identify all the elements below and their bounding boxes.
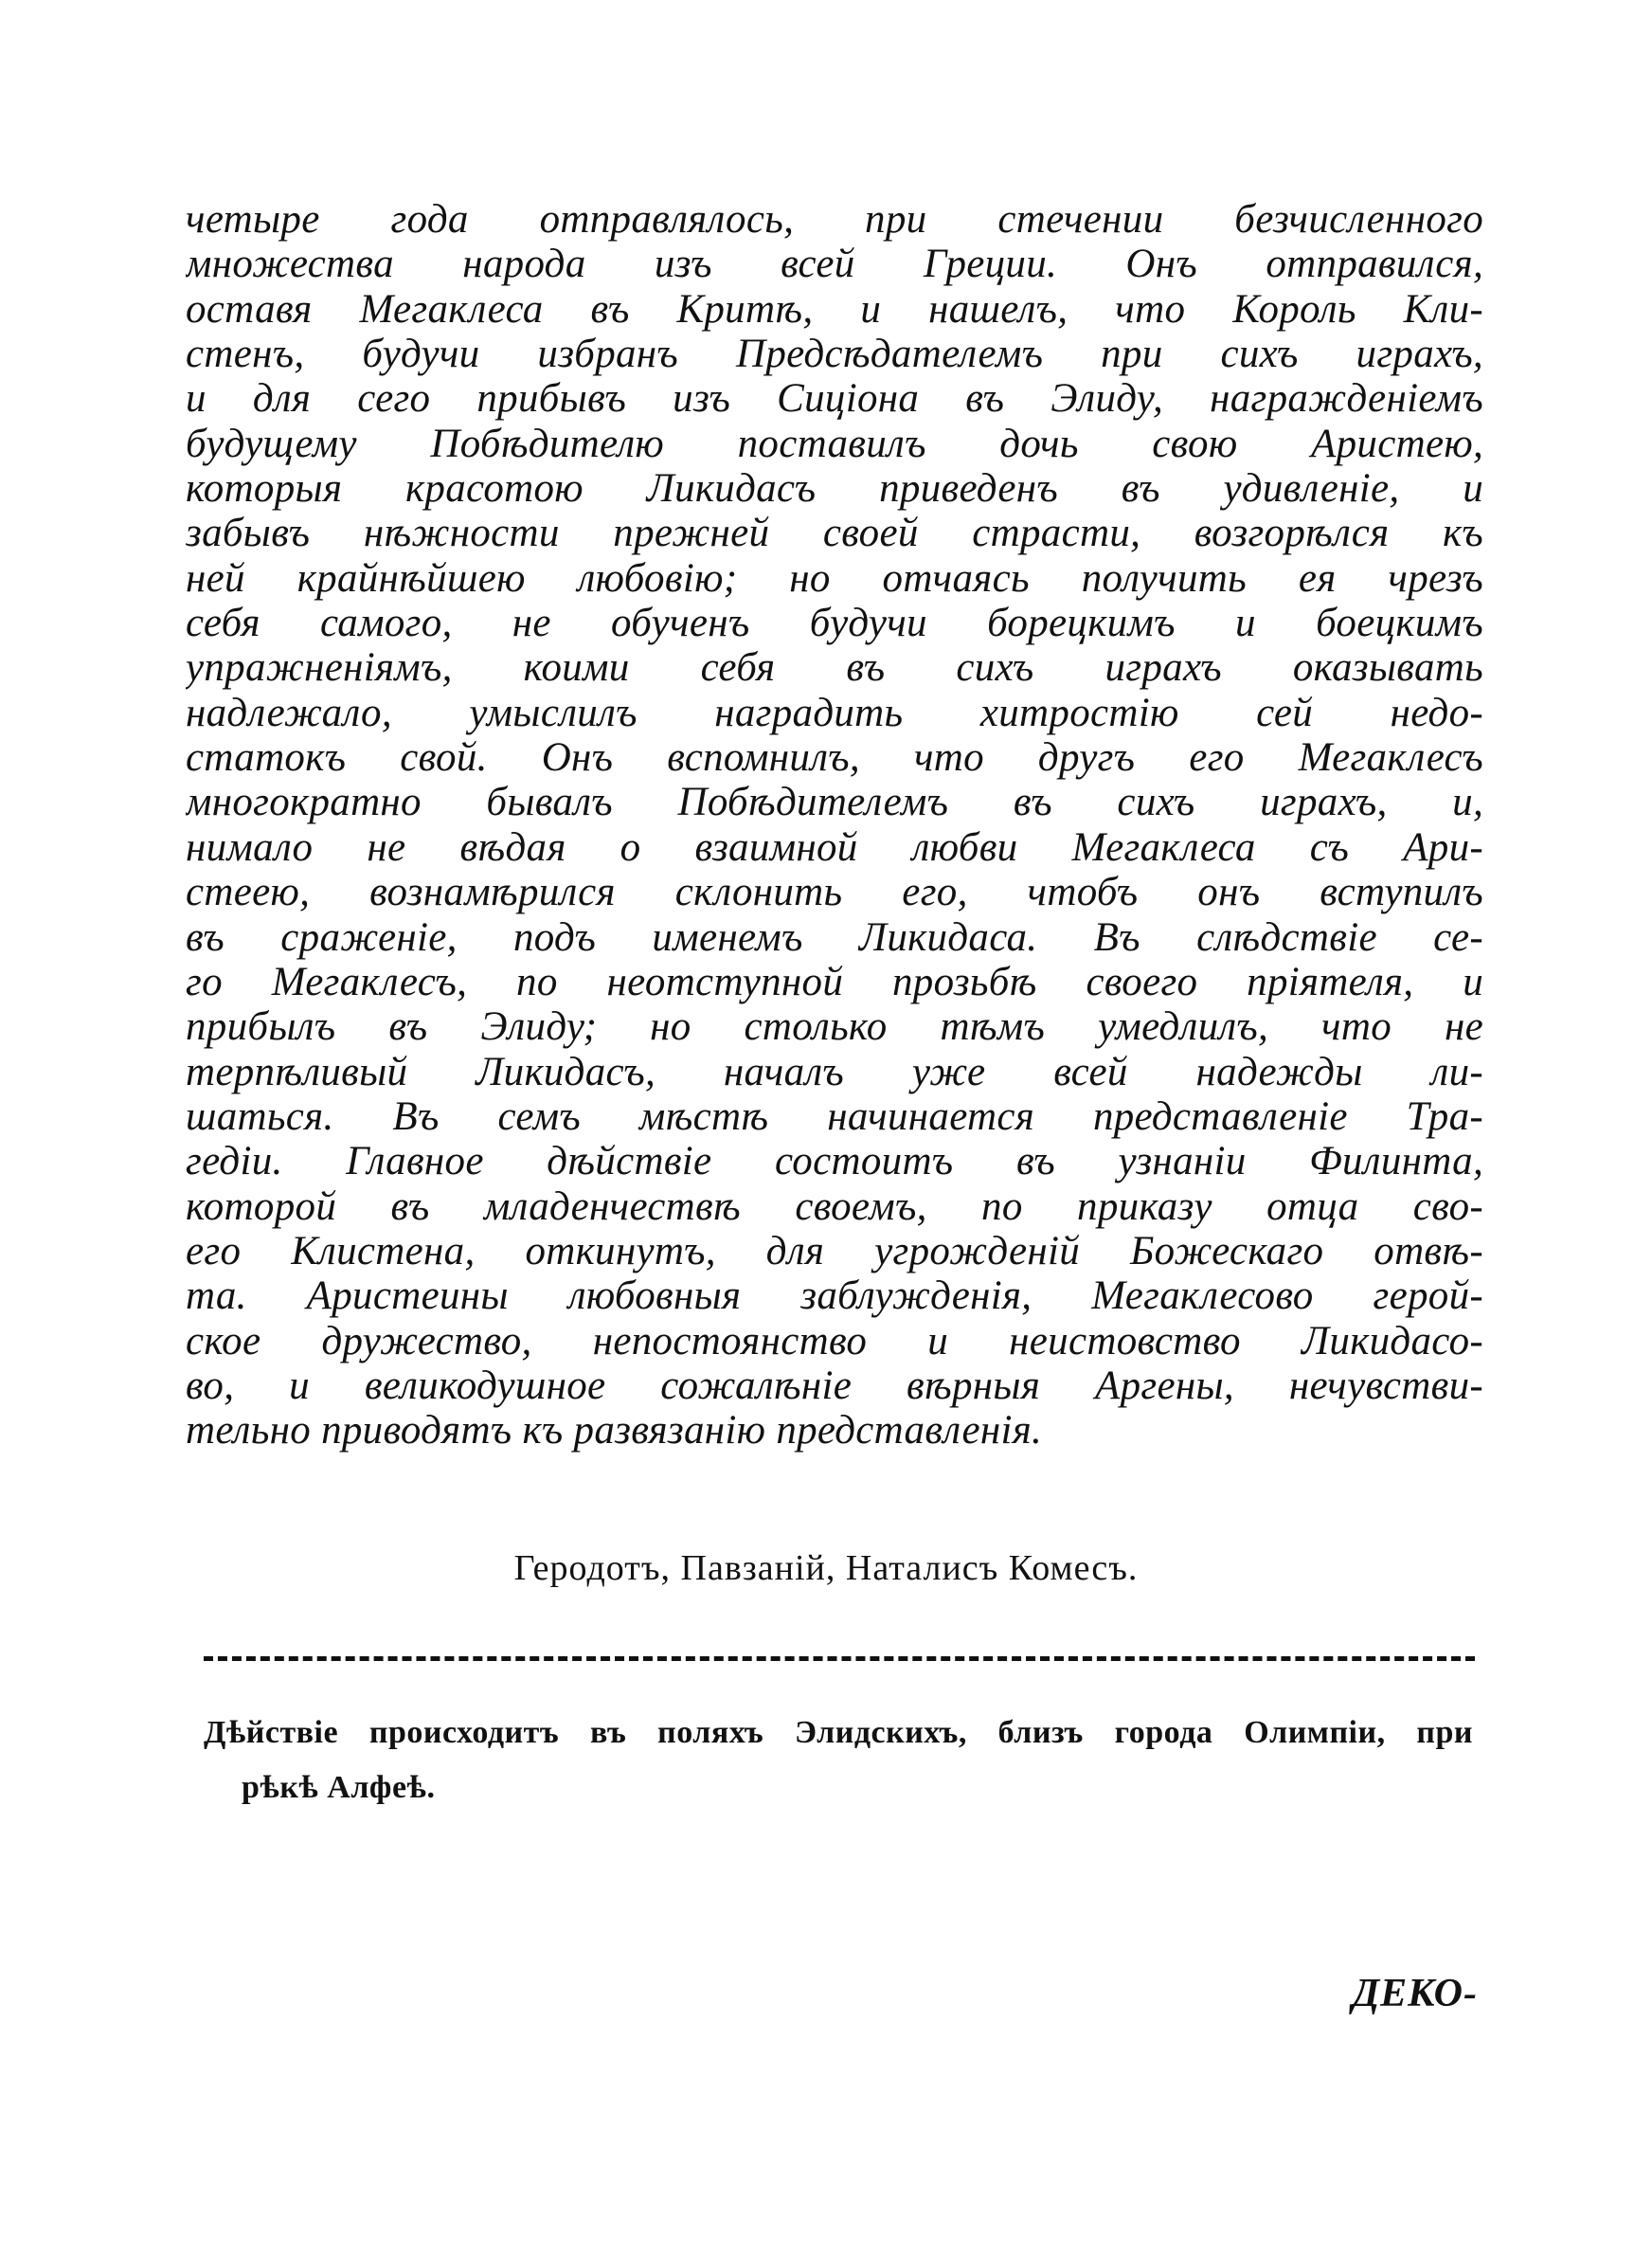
text-line: ское дружество, непостоянство и неистовство Ликидасо- bbox=[186, 1318, 1483, 1363]
text-line: его Клистена, откинутъ, для угрожденій Божескаго отвѣ- bbox=[186, 1228, 1483, 1273]
text-line: статокъ свой. Онъ вспомнилъ, что другъ его Мегаклесъ bbox=[186, 735, 1483, 781]
catchword: ДЕКО- bbox=[1352, 1972, 1478, 2015]
text-line: стеею, вознамѣрился склонить его, чтобъ онъ вступилъ bbox=[186, 870, 1483, 915]
setting-note bbox=[204, 1706, 1473, 1815]
text-line: терпѣливый Ликидасъ, началъ уже всей надежды ли- bbox=[186, 1049, 1483, 1094]
text-line: стенъ, будучи избранъ Предсѣдателемъ при сихъ играхъ, bbox=[186, 332, 1483, 377]
text-line: оставя Мегаклеса въ Критѣ, и нашелъ, что Король Кли- bbox=[186, 286, 1483, 332]
text-line: упражненіямъ, коими себя въ сихъ играхъ оказывать bbox=[186, 645, 1483, 691]
text-line: себя самого, не обученъ будучи борецкимъ и боецкимъ bbox=[186, 601, 1483, 646]
text-line: та. Аристеины любовныя заблужденія, Мегаклесово герой- bbox=[186, 1273, 1483, 1319]
text-line: которой въ младенчествѣ своемъ, по приказу отца сво- bbox=[186, 1183, 1483, 1229]
text-line: въ сраженіе, подъ именемъ Ликидаса. Въ слѣдствіе се- bbox=[186, 914, 1483, 960]
text-line: тельно приводятъ къ развязанію представленія. bbox=[186, 1408, 1043, 1454]
text-line: четыре года отправлялось, при стечении безчисленного bbox=[186, 197, 1483, 242]
text-line: во, и великодушное сожалѣніе вѣрныя Аргены, нечувстви- bbox=[186, 1363, 1483, 1408]
text-line: надлежало, умыслилъ наградить хитростію сей недо- bbox=[186, 690, 1483, 735]
text-line: прибылъ въ Элиду; но столько тѣмъ умедлилъ, что не bbox=[186, 1004, 1483, 1050]
text-line: и для сего прибывъ изъ Сиціона въ Элиду, награжденіемъ bbox=[186, 376, 1483, 422]
text-line: забывъ нѣжности прежней своей страсти, возгорѣлся къ bbox=[186, 511, 1483, 556]
text-line: го Мегаклесъ, по неотступной прозьбѣ своего пріятеля, и bbox=[186, 959, 1483, 1004]
text-line: шаться. Въ семъ мѣстѣ начинается представленіе Тра- bbox=[186, 1093, 1483, 1139]
setting-line: Дѣйствіе происходитъ въ поляхъ Элидскихъ, близъ города Олимпіи, при bbox=[204, 1715, 1473, 1750]
text-line: ней крайнѣйшею любовію; но отчаясь получить ея чрезъ bbox=[186, 555, 1483, 601]
text-line: будущему Побѣдителю поставилъ дочь свою Аристею, bbox=[186, 421, 1483, 466]
argument-text bbox=[186, 197, 1483, 1454]
text-line: многократно бывалъ Побѣдителемъ въ сихъ играхъ, и, bbox=[186, 780, 1483, 825]
text-line: множества народа изъ всей Греции. Онъ отправился, bbox=[186, 242, 1483, 287]
text-line: гедіи. Главное дѣйствіе состоитъ въ узнаніи Филинта, bbox=[186, 1139, 1483, 1184]
text-line: нимало не вѣдая о взаимной любви Мегаклеса съ Ари- bbox=[186, 824, 1483, 870]
text-line: которыя красотою Ликидасъ приведенъ въ удивленіе, и bbox=[186, 466, 1483, 512]
divider-rule bbox=[204, 1656, 1475, 1661]
sources-line: Геродотъ, Павзаній, Наталисъ Комесъ. bbox=[513, 1548, 1139, 1588]
setting-line: рѣкѣ Алфеѣ. bbox=[242, 1770, 436, 1805]
